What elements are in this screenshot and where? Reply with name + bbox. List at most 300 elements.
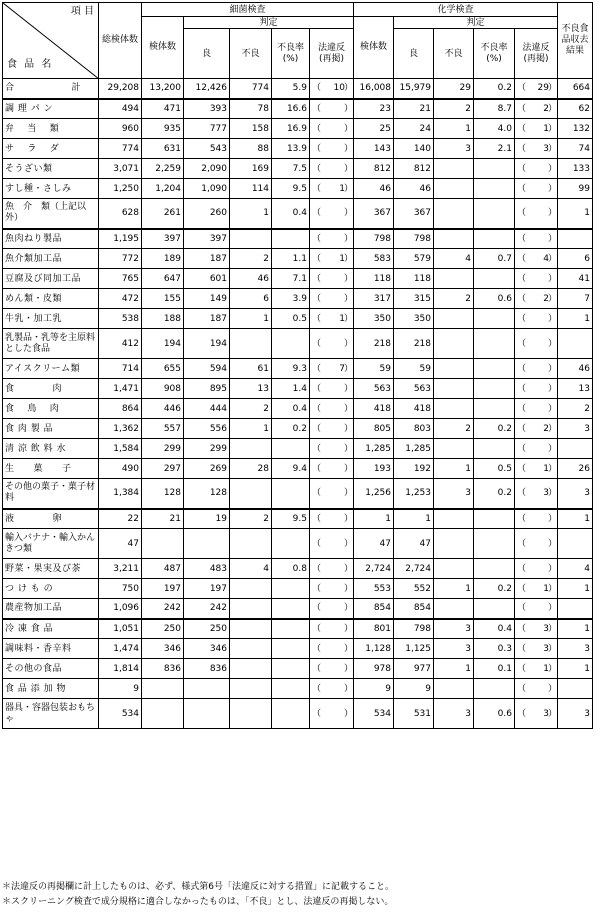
close-paren: ） xyxy=(343,143,353,154)
c-good-cell: 803 xyxy=(394,419,434,439)
b-good-cell: 299 xyxy=(184,439,230,459)
c-rate-cell: 0.2 xyxy=(474,579,515,599)
c-bad-cell xyxy=(434,179,474,199)
b-good-cell: 269 xyxy=(184,459,230,479)
total-cell: 9 xyxy=(99,679,142,699)
total-cell: 1,814 xyxy=(99,659,142,679)
recall-cell: 26 xyxy=(558,459,593,479)
total-cell: 1,584 xyxy=(99,439,142,459)
open-paren: （ xyxy=(312,603,322,614)
food-name-cell: 冷 凍 食 品 xyxy=(3,619,99,639)
c-n-cell: 16,008 xyxy=(354,79,394,99)
violation-value: 2 xyxy=(543,293,549,304)
c-good-cell: 140 xyxy=(394,139,434,159)
c-bad-cell xyxy=(434,379,474,399)
bact-good-header: 良 xyxy=(184,29,230,79)
close-paren: ） xyxy=(343,643,353,654)
b-rate-cell xyxy=(272,679,310,699)
c-rate-cell xyxy=(474,599,515,619)
chemical-header: 化学検査 xyxy=(354,3,558,17)
c-vio-cell xyxy=(515,599,558,619)
c-bad-cell xyxy=(434,509,474,529)
b-rate-cell: 1.1 xyxy=(272,249,310,269)
c-bad-cell xyxy=(434,309,474,329)
recall-cell: 62 xyxy=(558,99,593,119)
c-good-cell: 977 xyxy=(394,659,434,679)
food-name-cell: 合 計 xyxy=(3,79,99,99)
b-good-cell: 242 xyxy=(184,599,230,619)
c-bad-cell: 3 xyxy=(434,619,474,639)
b-bad-cell: 1 xyxy=(230,309,272,329)
c-vio-cell xyxy=(515,559,558,579)
b-good-cell: 149 xyxy=(184,289,230,309)
c-good-cell: 552 xyxy=(394,579,434,599)
b-bad-cell: 1 xyxy=(230,419,272,439)
violation-value: 1 xyxy=(543,583,549,594)
b-n-cell: 250 xyxy=(142,619,184,639)
b-bad-cell xyxy=(230,329,272,359)
b-bad-cell: 2 xyxy=(230,399,272,419)
c-rate-cell: 0.2 xyxy=(474,479,515,509)
table-row xyxy=(3,579,593,599)
violation-value: 3 xyxy=(543,643,549,654)
close-paren: ） xyxy=(343,603,353,614)
b-n-cell: 836 xyxy=(142,659,184,679)
c-rate-cell: 0.2 xyxy=(474,419,515,439)
c-bad-cell xyxy=(434,529,474,559)
close-paren: ） xyxy=(343,123,353,134)
c-vio-cell xyxy=(515,119,558,139)
c-rate-cell xyxy=(474,559,515,579)
b-n-cell: 188 xyxy=(142,309,184,329)
b-good-cell: 1,090 xyxy=(184,179,230,199)
c-n-cell: 59 xyxy=(354,359,394,379)
violation-value: 29 xyxy=(537,83,549,94)
total-cell: 772 xyxy=(99,249,142,269)
violation-value: 1 xyxy=(339,313,345,324)
close-paren: ） xyxy=(343,208,353,219)
open-paren: （ xyxy=(517,183,527,194)
close-paren: ） xyxy=(343,623,353,634)
close-paren: ） xyxy=(547,563,557,574)
open-paren: （ xyxy=(312,233,322,244)
total-cell: 1,384 xyxy=(99,479,142,509)
b-good-cell xyxy=(184,679,230,699)
close-paren: ） xyxy=(547,253,557,264)
b-good-cell: 397 xyxy=(184,229,230,249)
close-paren: ） xyxy=(343,683,353,694)
open-paren: （ xyxy=(312,643,322,654)
close-paren: ） xyxy=(547,403,557,414)
recall-cell: 74 xyxy=(558,139,593,159)
footnotes xyxy=(2,880,394,910)
food-name-cell: 野菜・果実及び茶 xyxy=(3,559,99,579)
open-paren: （ xyxy=(312,253,322,264)
b-bad-cell: 1 xyxy=(230,199,272,229)
chem-violation-header: 法違反(再掲) xyxy=(515,29,558,79)
close-paren: ） xyxy=(343,293,353,304)
b-bad-cell: 774 xyxy=(230,79,272,99)
c-rate-cell: 4.0 xyxy=(474,119,515,139)
footnote: ＊スクリーニング検査で成分規格に適合しなかったものは、「不良」とし、法違反の再掲しない。 xyxy=(2,897,394,907)
b-n-cell: 299 xyxy=(142,439,184,459)
b-n-cell: 397 xyxy=(142,229,184,249)
recall-cell: 3 xyxy=(558,639,593,659)
c-n-cell: 1,128 xyxy=(354,639,394,659)
b-bad-cell: 13 xyxy=(230,379,272,399)
b-vio-cell xyxy=(310,699,354,729)
recall-cell: 1 xyxy=(558,619,593,639)
open-paren: （ xyxy=(312,208,322,219)
b-good-cell: 197 xyxy=(184,579,230,599)
b-n-cell: 242 xyxy=(142,599,184,619)
close-paren: ） xyxy=(343,708,353,719)
total-cell: 1,096 xyxy=(99,599,142,619)
open-paren: （ xyxy=(517,363,527,374)
recall-cell: 1 xyxy=(558,579,593,599)
c-n-cell: 47 xyxy=(354,529,394,559)
b-rate-cell xyxy=(272,639,310,659)
close-paren: ） xyxy=(343,513,353,524)
bact-violation-header: 法違反(再掲) xyxy=(310,29,354,79)
c-bad-cell: 29 xyxy=(434,79,474,99)
b-n-cell: 13,200 xyxy=(142,79,184,99)
close-paren: ） xyxy=(547,603,557,614)
food-name-cell: 食 肉 xyxy=(3,379,99,399)
b-rate-cell: 7.5 xyxy=(272,159,310,179)
c-good-cell: 218 xyxy=(394,329,434,359)
close-paren: ） xyxy=(343,313,353,324)
c-good-cell: 798 xyxy=(394,619,434,639)
b-rate-cell xyxy=(272,619,310,639)
b-good-cell: 483 xyxy=(184,559,230,579)
open-paren: （ xyxy=(312,708,322,719)
open-paren: （ xyxy=(517,603,527,614)
b-n-cell: 21 xyxy=(142,509,184,529)
c-rate-cell xyxy=(474,229,515,249)
close-paren: ） xyxy=(547,83,557,94)
open-paren: （ xyxy=(517,488,527,499)
b-rate-cell xyxy=(272,329,310,359)
close-paren: ） xyxy=(547,708,557,719)
b-rate-cell: 0.2 xyxy=(272,419,310,439)
close-paren: ） xyxy=(343,403,353,414)
total-cell: 472 xyxy=(99,289,142,309)
c-bad-cell: 3 xyxy=(434,139,474,159)
close-paren: ） xyxy=(547,583,557,594)
close-paren: ） xyxy=(343,488,353,499)
bact-samples-header: 検体数 xyxy=(142,17,184,79)
b-good-cell: 594 xyxy=(184,359,230,379)
inspection-table xyxy=(2,2,593,729)
violation-value: 1 xyxy=(543,123,549,134)
c-bad-cell xyxy=(434,559,474,579)
b-n-cell xyxy=(142,679,184,699)
c-rate-cell xyxy=(474,379,515,399)
total-cell: 3,071 xyxy=(99,159,142,179)
total-cell: 1,471 xyxy=(99,379,142,399)
b-rate-cell: 9.5 xyxy=(272,179,310,199)
c-vio-cell xyxy=(515,249,558,269)
c-vio-cell xyxy=(515,99,558,119)
b-n-cell: 297 xyxy=(142,459,184,479)
violation-value: 7 xyxy=(339,363,345,374)
close-paren: ） xyxy=(547,163,557,174)
c-vio-cell xyxy=(515,199,558,229)
close-paren: ） xyxy=(343,338,353,349)
c-vio-cell xyxy=(515,579,558,599)
c-vio-cell xyxy=(515,439,558,459)
b-n-cell: 194 xyxy=(142,329,184,359)
close-paren: ） xyxy=(547,363,557,374)
b-good-cell: 128 xyxy=(184,479,230,509)
close-paren: ） xyxy=(343,443,353,454)
close-paren: ） xyxy=(547,183,557,194)
close-paren: ） xyxy=(343,563,353,574)
b-n-cell: 935 xyxy=(142,119,184,139)
c-bad-cell xyxy=(434,159,474,179)
open-paren: （ xyxy=(312,683,322,694)
b-vio-cell xyxy=(310,479,354,509)
c-vio-cell xyxy=(515,229,558,249)
b-bad-cell xyxy=(230,599,272,619)
close-paren: ） xyxy=(343,233,353,244)
b-bad-cell: 28 xyxy=(230,459,272,479)
c-rate-cell xyxy=(474,679,515,699)
total-cell: 765 xyxy=(99,269,142,289)
c-rate-cell: 0.3 xyxy=(474,639,515,659)
violation-value: 2 xyxy=(543,423,549,434)
food-name-cell: アイスクリーム類 xyxy=(3,359,99,379)
c-good-cell: 192 xyxy=(394,459,434,479)
b-good-cell: 250 xyxy=(184,619,230,639)
table-row xyxy=(3,399,593,419)
open-paren: （ xyxy=(517,293,527,304)
table-row xyxy=(3,199,593,229)
c-bad-cell xyxy=(434,359,474,379)
total-cell: 628 xyxy=(99,199,142,229)
c-bad-cell: 4 xyxy=(434,249,474,269)
close-paren: ） xyxy=(547,683,557,694)
b-bad-cell xyxy=(230,699,272,729)
close-paren: ） xyxy=(547,233,557,244)
violation-value: 1 xyxy=(339,183,345,194)
b-bad-cell: 2 xyxy=(230,509,272,529)
b-bad-cell: 6 xyxy=(230,289,272,309)
c-n-cell: 46 xyxy=(354,179,394,199)
food-name-cell: 器具・容器包装おもちゃ xyxy=(3,699,99,729)
c-bad-cell: 3 xyxy=(434,479,474,509)
c-vio-cell xyxy=(515,359,558,379)
open-paren: （ xyxy=(517,253,527,264)
open-paren: （ xyxy=(517,273,527,284)
open-paren: （ xyxy=(517,233,527,244)
close-paren: ） xyxy=(343,583,353,594)
recall-cell: 1 xyxy=(558,199,593,229)
b-bad-cell xyxy=(230,659,272,679)
open-paren: （ xyxy=(517,338,527,349)
open-paren: （ xyxy=(312,463,322,474)
b-rate-cell: 0.4 xyxy=(272,199,310,229)
c-rate-cell: 0.6 xyxy=(474,289,515,309)
c-good-cell: 24 xyxy=(394,119,434,139)
c-rate-cell: 0.2 xyxy=(474,79,515,99)
total-cell: 412 xyxy=(99,329,142,359)
b-n-cell: 471 xyxy=(142,99,184,119)
recall-cell: 6 xyxy=(558,249,593,269)
open-paren: （ xyxy=(312,83,322,94)
b-good-cell: 777 xyxy=(184,119,230,139)
b-bad-cell xyxy=(230,229,272,249)
open-paren: （ xyxy=(312,563,322,574)
open-paren: （ xyxy=(312,383,322,394)
b-vio-cell xyxy=(310,639,354,659)
c-vio-cell xyxy=(515,139,558,159)
food-name-cell: サ ラ ダ xyxy=(3,139,99,159)
b-n-cell: 155 xyxy=(142,289,184,309)
c-n-cell: 798 xyxy=(354,229,394,249)
c-bad-cell xyxy=(434,439,474,459)
b-bad-cell xyxy=(230,579,272,599)
violation-value: 1 xyxy=(339,253,345,264)
close-paren: ） xyxy=(343,253,353,264)
b-good-cell: 444 xyxy=(184,399,230,419)
open-paren: （ xyxy=(312,443,322,454)
violation-value: 3 xyxy=(543,623,549,634)
close-paren: ） xyxy=(547,293,557,304)
c-rate-cell xyxy=(474,309,515,329)
b-vio-cell xyxy=(310,199,354,229)
b-good-cell: 12,426 xyxy=(184,79,230,99)
c-vio-cell xyxy=(515,269,558,289)
c-bad-cell: 3 xyxy=(434,699,474,729)
open-paren: （ xyxy=(517,623,527,634)
b-good-cell: 836 xyxy=(184,659,230,679)
c-bad-cell: 2 xyxy=(434,99,474,119)
table-row xyxy=(3,439,593,459)
food-name-cell: その他の食品 xyxy=(3,659,99,679)
c-good-cell: 350 xyxy=(394,309,434,329)
b-n-cell: 189 xyxy=(142,249,184,269)
chem-samples-header: 検体数 xyxy=(354,17,394,79)
c-good-cell: 812 xyxy=(394,159,434,179)
open-paren: （ xyxy=(517,643,527,654)
b-n-cell: 261 xyxy=(142,199,184,229)
b-bad-cell: 88 xyxy=(230,139,272,159)
c-rate-cell xyxy=(474,329,515,359)
c-n-cell: 9 xyxy=(354,679,394,699)
b-vio-cell xyxy=(310,309,354,329)
c-good-cell: 2,724 xyxy=(394,559,434,579)
food-name-cell: その他の菓子・菓子材料 xyxy=(3,479,99,509)
c-rate-cell: 0.4 xyxy=(474,619,515,639)
c-bad-cell: 2 xyxy=(434,289,474,309)
open-paren: （ xyxy=(517,123,527,134)
total-cell: 3,211 xyxy=(99,559,142,579)
b-vio-cell xyxy=(310,419,354,439)
b-rate-cell: 16.6 xyxy=(272,99,310,119)
open-paren: （ xyxy=(517,563,527,574)
c-n-cell: 193 xyxy=(354,459,394,479)
table-row xyxy=(3,159,593,179)
b-n-cell: 631 xyxy=(142,139,184,159)
b-n-cell: 655 xyxy=(142,359,184,379)
recall-header: 不良食品収去結果 xyxy=(558,3,593,79)
b-n-cell: 446 xyxy=(142,399,184,419)
b-rate-cell xyxy=(272,599,310,619)
b-vio-cell xyxy=(310,119,354,139)
c-good-cell: 1,125 xyxy=(394,639,434,659)
b-vio-cell xyxy=(310,329,354,359)
c-good-cell: 563 xyxy=(394,379,434,399)
open-paren: （ xyxy=(517,683,527,694)
c-bad-cell xyxy=(434,399,474,419)
c-bad-cell: 1 xyxy=(434,579,474,599)
close-paren: ） xyxy=(547,488,557,499)
food-name-cell: 魚 介 類（上記以外） xyxy=(3,199,99,229)
open-paren: （ xyxy=(517,513,527,524)
total-cell: 1,195 xyxy=(99,229,142,249)
total-cell: 29,208 xyxy=(99,79,142,99)
c-vio-cell xyxy=(515,699,558,729)
c-vio-cell xyxy=(515,379,558,399)
open-paren: （ xyxy=(312,363,322,374)
table-row xyxy=(3,479,593,509)
food-name-cell: 調 理 パ ン xyxy=(3,99,99,119)
total-cell: 1,362 xyxy=(99,419,142,439)
b-good-cell: 2,090 xyxy=(184,159,230,179)
table-row xyxy=(3,249,593,269)
b-rate-cell: 9.4 xyxy=(272,459,310,479)
c-bad-cell: 3 xyxy=(434,639,474,659)
b-n-cell: 128 xyxy=(142,479,184,509)
b-bad-cell: 158 xyxy=(230,119,272,139)
recall-cell: 1 xyxy=(558,309,593,329)
b-bad-cell: 78 xyxy=(230,99,272,119)
open-paren: （ xyxy=(517,103,527,114)
c-n-cell: 367 xyxy=(354,199,394,229)
c-bad-cell: 1 xyxy=(434,659,474,679)
b-n-cell xyxy=(142,699,184,729)
b-n-cell: 557 xyxy=(142,419,184,439)
b-rate-cell: 1.4 xyxy=(272,379,310,399)
recall-cell: 132 xyxy=(558,119,593,139)
b-vio-cell xyxy=(310,379,354,399)
food-name-cell: そうざい類 xyxy=(3,159,99,179)
b-vio-cell xyxy=(310,459,354,479)
b-bad-cell: 61 xyxy=(230,359,272,379)
total-cell: 494 xyxy=(99,99,142,119)
open-paren: （ xyxy=(517,143,527,154)
b-rate-cell xyxy=(272,439,310,459)
recall-cell xyxy=(558,679,593,699)
open-paren: （ xyxy=(312,123,322,134)
c-rate-cell xyxy=(474,399,515,419)
c-bad-cell: 2 xyxy=(434,419,474,439)
b-bad-cell: 46 xyxy=(230,269,272,289)
c-n-cell: 553 xyxy=(354,579,394,599)
b-vio-cell xyxy=(310,509,354,529)
close-paren: ） xyxy=(547,103,557,114)
item-label: 項 目 xyxy=(70,6,94,17)
c-rate-cell: 0.6 xyxy=(474,699,515,729)
open-paren: （ xyxy=(312,513,322,524)
recall-cell xyxy=(558,599,593,619)
chem-rate-header: 不良率(%) xyxy=(474,29,515,79)
chem-bad-header: 不良 xyxy=(434,29,474,79)
food-name-cell: 輸入バナナ・輸入かんきつ類 xyxy=(3,529,99,559)
total-cell: 1,051 xyxy=(99,619,142,639)
